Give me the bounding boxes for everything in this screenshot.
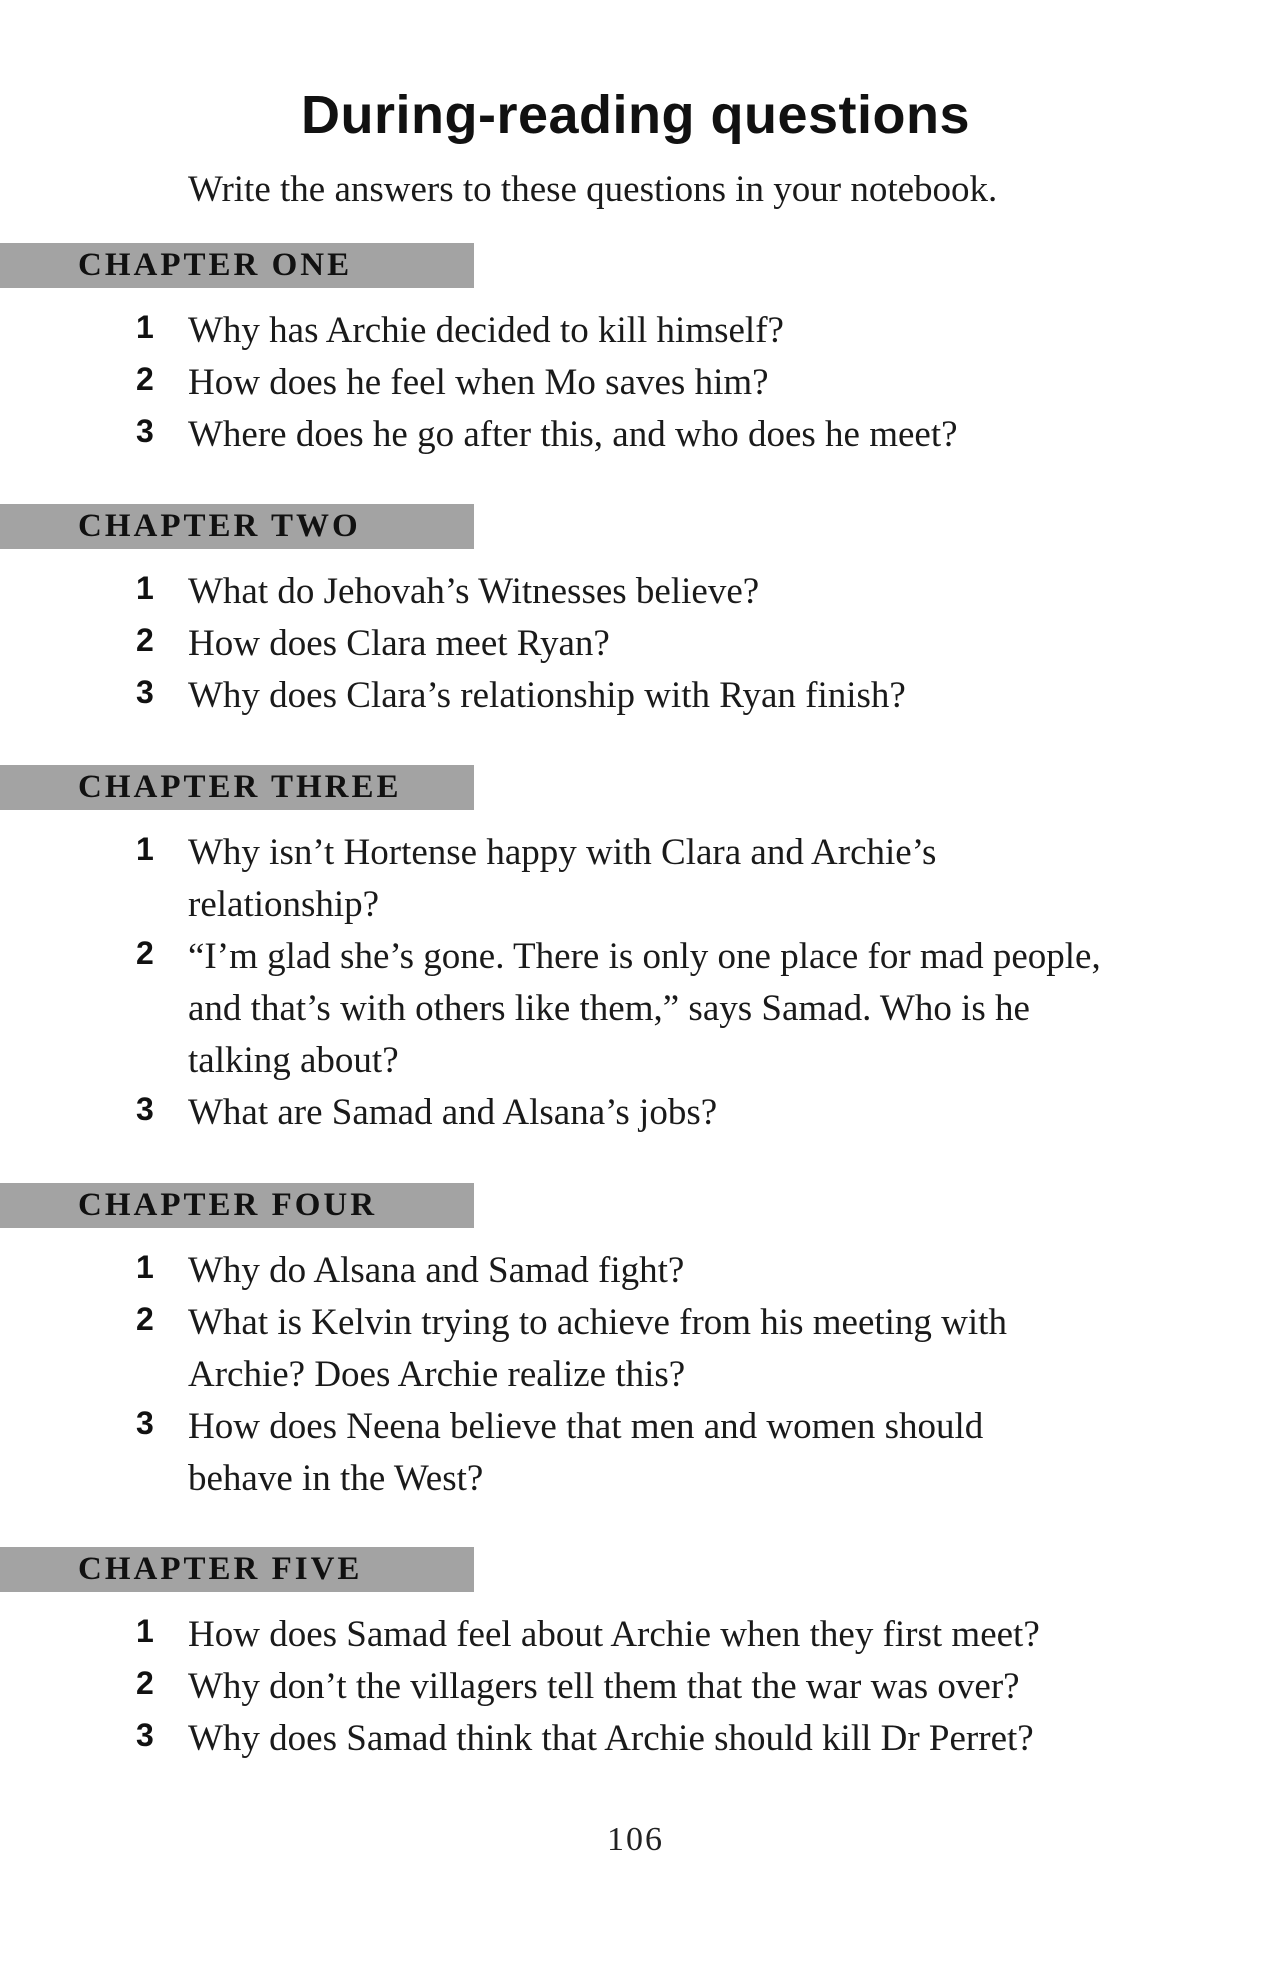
question-text: How does Clara meet Ryan? [188, 623, 610, 664]
question-text: How does Neena believe that men and women should behave in the West? [188, 1406, 984, 1499]
question-number: 1 [136, 309, 154, 345]
question-item [0, 566, 1271, 618]
question-number: 1 [136, 570, 154, 606]
question-item [0, 618, 1271, 670]
question-item [0, 1245, 1271, 1297]
chapter-heading-bar [0, 504, 474, 549]
chapter-heading: CHAPTER TWO [78, 508, 361, 544]
instruction-text: Write the answers to these questions in your notebook. [188, 169, 998, 210]
question-item [0, 1087, 1271, 1139]
chapter-heading-bar [0, 765, 474, 810]
question-item [0, 827, 1271, 931]
question-text: Why don’t the villagers tell them that the war was over? [188, 1666, 1020, 1707]
question-number: 3 [136, 413, 154, 449]
chapter-heading: CHAPTER THREE [78, 769, 402, 805]
question-item [0, 1661, 1271, 1713]
question-number: 3 [136, 1405, 154, 1441]
question-list [0, 1609, 1271, 1765]
question-list [0, 305, 1271, 461]
question-text: How does he feel when Mo saves him? [188, 362, 769, 403]
question-text: “I’m glad she’s gone. There is only one place for mad people, and that’s with others like them,” says Samad. Who is he talking about? [188, 936, 1101, 1081]
question-number: 2 [136, 1301, 154, 1337]
question-text: What is Kelvin trying to achieve from his meeting with Archie? Does Archie realize this? [188, 1302, 1007, 1395]
question-number: 1 [136, 1613, 154, 1649]
question-list [0, 827, 1271, 1139]
question-list [0, 566, 1271, 722]
question-text: Where does he go after this, and who does he meet? [188, 414, 958, 455]
question-item [0, 931, 1271, 1087]
question-item [0, 1713, 1271, 1765]
question-number: 3 [136, 1717, 154, 1753]
question-item [0, 1609, 1271, 1661]
question-text: Why isn’t Hortense happy with Clara and Archie’s relationship? [188, 832, 937, 925]
question-text: How does Samad feel about Archie when they first meet? [188, 1614, 1040, 1655]
question-text: Why does Clara’s relationship with Ryan finish? [188, 675, 906, 716]
question-number: 3 [136, 674, 154, 710]
question-item [0, 1297, 1271, 1401]
chapter-heading: CHAPTER FIVE [78, 1551, 363, 1587]
chapter-heading: CHAPTER ONE [78, 247, 353, 283]
question-number: 1 [136, 1249, 154, 1285]
question-item [0, 305, 1271, 357]
question-text: Why does Samad think that Archie should kill Dr Perret? [188, 1718, 1034, 1759]
question-text: Why do Alsana and Samad fight? [188, 1250, 685, 1291]
question-item [0, 670, 1271, 722]
question-number: 1 [136, 831, 154, 867]
question-text: Why has Archie decided to kill himself? [188, 310, 784, 351]
question-number: 2 [136, 935, 154, 971]
question-number: 2 [136, 622, 154, 658]
chapter-heading: CHAPTER FOUR [78, 1187, 378, 1223]
question-item [0, 357, 1271, 409]
chapter-heading-bar [0, 1547, 474, 1592]
question-item [0, 409, 1271, 461]
question-item [0, 1401, 1271, 1505]
chapter-heading-bar [0, 243, 474, 288]
question-number: 3 [136, 1091, 154, 1127]
question-number: 2 [136, 361, 154, 397]
question-number: 2 [136, 1665, 154, 1701]
page-number: 106 [607, 1821, 664, 1858]
chapter-heading-bar [0, 1183, 474, 1228]
question-text: What do Jehovah’s Witnesses believe? [188, 571, 760, 612]
page-title: During-reading questions [300, 85, 971, 145]
question-text: What are Samad and Alsana’s jobs? [188, 1092, 718, 1133]
question-list [0, 1245, 1271, 1505]
